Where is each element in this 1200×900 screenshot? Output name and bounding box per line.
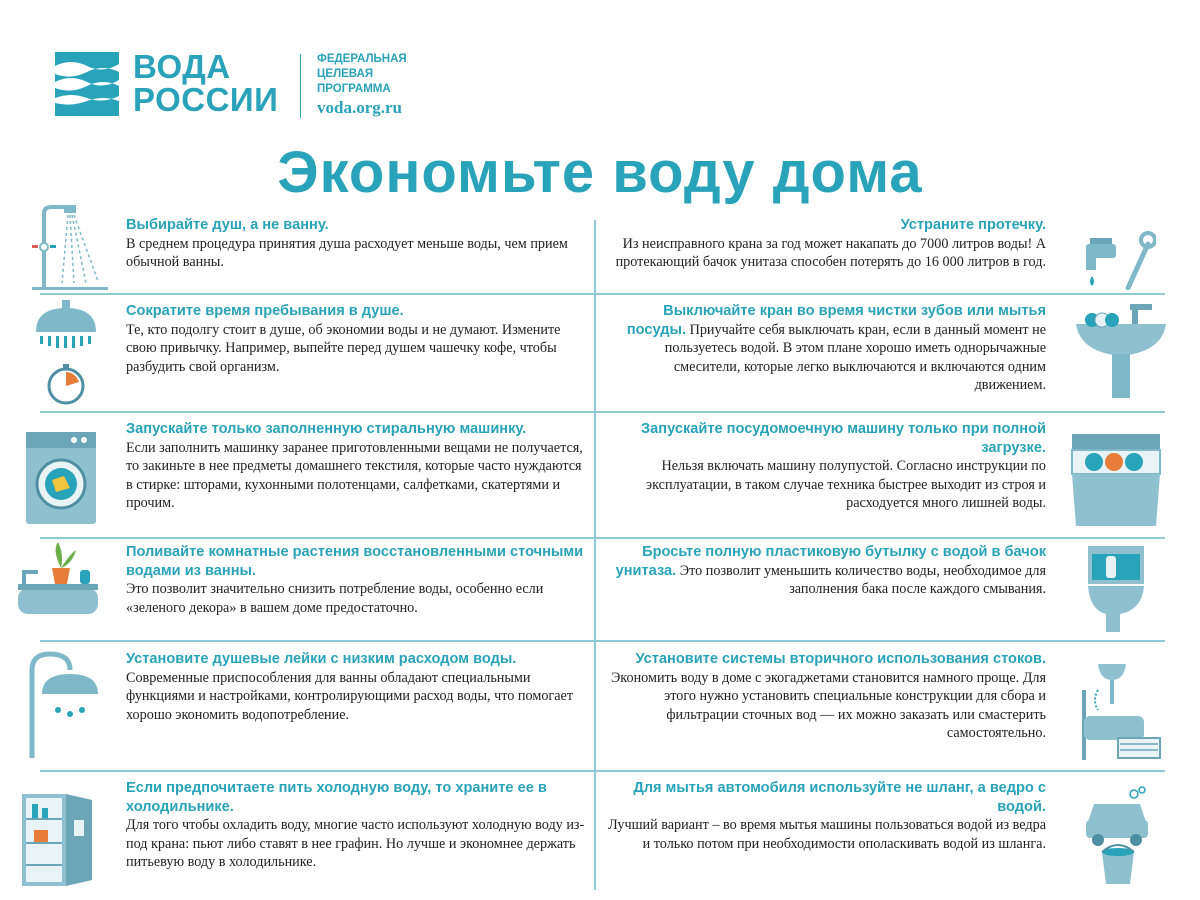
- logo-brand-line1: ВОДА: [133, 48, 231, 85]
- water-recycling-icon: [1078, 650, 1162, 762]
- tip-heading: Запускайте посудомоечную машину только при полной загрузке.: [641, 421, 1046, 456]
- tip-left-4: [126, 543, 586, 617]
- tip-heading: Выбирайте душ, а не ванну.: [126, 217, 329, 233]
- tip-heading: Запускайте только заполненную стиральную машинку.: [126, 421, 527, 437]
- tip-heading: Бросьте полную пластиковую бутылку с водой в бачок унитаза.: [615, 544, 1046, 579]
- shower-timer-icon: [30, 300, 102, 410]
- tip-heading: Если предпочитаете пить холодную воду, то храните ее в холодильнике.: [126, 780, 547, 815]
- water-waves-icon: [55, 52, 119, 116]
- dishwasher-icon: [1070, 432, 1162, 528]
- tip-heading: Выключайте кран во время чистки зубов или мытья посуды.: [626, 303, 1046, 338]
- logo-program-line2: ЦЕЛЕВАЯ: [317, 68, 374, 80]
- fridge-icon: [20, 790, 96, 888]
- tip-heading: Установите системы вторичного использования стоков.: [635, 651, 1046, 667]
- washing-machine-icon: [24, 430, 98, 526]
- shower-icon: [30, 203, 110, 291]
- tip-body: Лучший вариант – во время мытья машины пользоваться водой из ведра и только потом при необходимости ополаскивать водой из шланга.: [608, 817, 1046, 852]
- tip-body: Современные приспособления для ванны обладают специальными функциями и настройками, контролирующими расход воды, что помогает хорошо экономить водопотребление.: [126, 669, 574, 723]
- tip-left-1: [126, 216, 586, 272]
- logo-brand-line2: РОССИИ: [133, 81, 279, 118]
- row-divider: [40, 293, 1165, 295]
- column-divider: [594, 220, 596, 890]
- logo-separator: [300, 54, 301, 118]
- tip-left-6: [126, 779, 586, 872]
- row-divider: [40, 411, 1165, 413]
- tip-heading: Поливайте комнатные растения восстановленными сточными водами из ванны.: [126, 544, 584, 579]
- bathtub-plant-icon: [16, 540, 100, 620]
- tip-right-2: [606, 302, 1046, 395]
- logo-program-line1: ФЕДЕРАЛЬНАЯ: [317, 53, 407, 65]
- logo-program: [317, 52, 407, 97]
- sink-icon: [1074, 300, 1168, 400]
- vodarossii-logo: [55, 50, 435, 125]
- tip-body: Экономить воду в доме с экогаджетами становится намного проще. Для этого нужно установить специальные конструкции для сбора и фильтрации сточных вод — их можно заказать или смастерить самостоятельно.: [610, 669, 1046, 741]
- tip-right-3: [606, 420, 1046, 513]
- tip-heading: Установите душевые лейки с низким расходом воды.: [126, 651, 517, 667]
- logo-url[interactable]: voda.org.ru: [317, 98, 402, 117]
- tip-heading: Для мытья автомобиля используйте не шланг, а ведро с водой.: [633, 780, 1046, 815]
- tip-body: Это позволит значительно снизить потребление воды, особенно если «зеленого декора» в вашем доме предостаточно.: [126, 581, 544, 616]
- tip-body: В среднем процедура принятия душа расходует меньше воды, чем прием обычной ванны.: [126, 235, 568, 270]
- faucet-wrench-icon: [1082, 230, 1156, 290]
- row-divider: [40, 770, 1165, 772]
- tip-body: Из неисправного крана за год может накапать до 7000 литров воды! А протекающий бачок унитаза способен потерять до 16 000 литров в год.: [615, 235, 1046, 270]
- toilet-icon: [1086, 544, 1146, 636]
- logo-brand: [133, 50, 278, 116]
- row-divider: [40, 537, 1165, 539]
- tip-body: Приучайте себя выключать кран, если в данный момент не пользуетесь водой. В этом плане хорошо иметь однорычажные смесители, которые легко выключаются и включаются одним движением.: [664, 321, 1046, 393]
- tip-left-3: [126, 420, 586, 513]
- tip-body: Нельзя включать машину полупустой. Согласно инструкции по эксплуатации, в таком случае техника быстрее выходит из строя и расходуется много лишней воды.: [646, 458, 1046, 511]
- tip-body: Это позволит уменьшить количество воды, необходимое для заполнения бака после каждого смывания.: [679, 562, 1046, 597]
- tip-body: Если заполнить машинку заранее приготовленными вещами не получается, то закиньте в нее предметы домашнего текстиля, которые часто нуждаются в стирке: шторами, кухонными полотенцами, салфетками, скатертями и прочим.: [126, 439, 583, 511]
- tip-right-5: [606, 650, 1046, 743]
- tip-body: Те, кто подолгу стоит в душе, об экономии воды и не думают. Измените свою привычку. Например, выпейте перед душем чашечку кофе, чтобы разбудить свой организм.: [126, 321, 561, 375]
- tip-left-2: [126, 302, 586, 376]
- tip-heading: Устраните протечку.: [900, 217, 1046, 233]
- page-title: Экономьте воду дома: [277, 140, 923, 205]
- tip-right-1: [606, 216, 1046, 272]
- tip-left-5: [126, 650, 586, 724]
- car-bucket-icon: [1084, 786, 1152, 886]
- tip-heading: Сократите время пребывания в душе.: [126, 303, 404, 319]
- tip-right-4: [606, 543, 1046, 599]
- tip-body: Для того чтобы охладить воду, многие часто используют холодную воду из-под крана: пьют либо ставят в нее графин. Но лучше и экономнее держать питьевую воду в холодильнике.: [126, 817, 585, 870]
- tip-right-6: [606, 779, 1046, 853]
- row-divider: [40, 640, 1165, 642]
- logo-program-line3: ПРОГРАММА: [317, 83, 391, 95]
- shower-head-icon: [24, 650, 102, 760]
